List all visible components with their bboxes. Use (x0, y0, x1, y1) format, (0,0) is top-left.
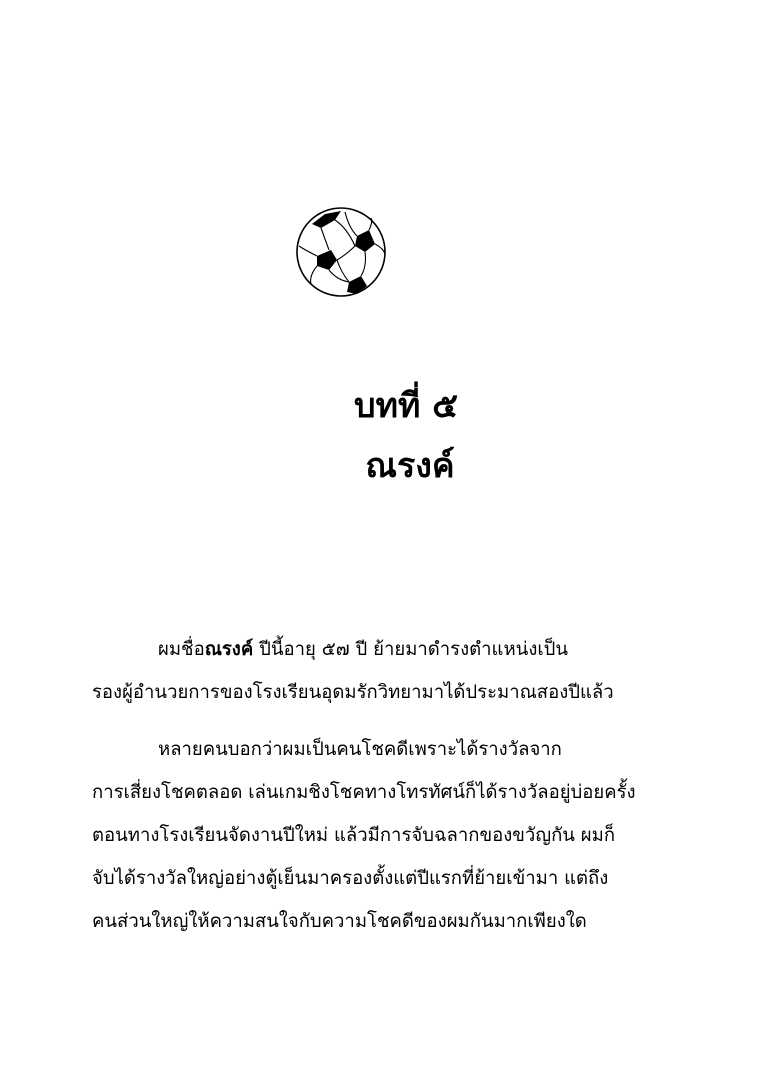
soccer-ball-icon (295, 206, 387, 298)
text-line: รองผู้อำนวยการของโรงเรียนอุดมรักวิทยามาได้ประมาณสองปีแล้ว (92, 682, 614, 703)
chapter-body (92, 628, 636, 943)
paragraph (92, 628, 612, 714)
chapter-title: ณรงค์ (365, 446, 455, 486)
text-line: จับได้รางวัลใหญ่อย่างตู้เย็นมาครองตั้งแต่ปีแรกที่ย้ายเข้ามา แต่ถึง (92, 868, 609, 889)
chapter-heading (0, 376, 768, 496)
text-line: หลายคนบอกว่าผมเป็นคนโชคดีเพราะได้รางวัลจาก (158, 739, 562, 760)
character-name: ณรงค์ (204, 639, 254, 660)
text-line: การเสี่ยงโชคตลอด เล่นเกมชิงโชคทางโทรทัศน์ก็ได้รางวัลอยู่บ่อยครั้ง (92, 782, 636, 803)
text-run: ผมชื่อ (158, 639, 205, 660)
chapter-number: บทที่ ๕ (354, 386, 458, 426)
text-line (92, 628, 612, 671)
text-line: คนส่วนใหญ่ให้ความสนใจกับความโชคดีของผมกันมากเพียงใด (92, 911, 587, 932)
text-run: ปีนี้อายุ ๕๗ ปี ย้ายมาดำรงตำแหน่งเป็น (253, 639, 569, 660)
paragraph (92, 728, 636, 943)
text-line: ตอนทางโรงเรียนจัดงานปีใหม่ แล้วมีการจับฉลากของขวัญกัน ผมก็ (92, 825, 616, 846)
